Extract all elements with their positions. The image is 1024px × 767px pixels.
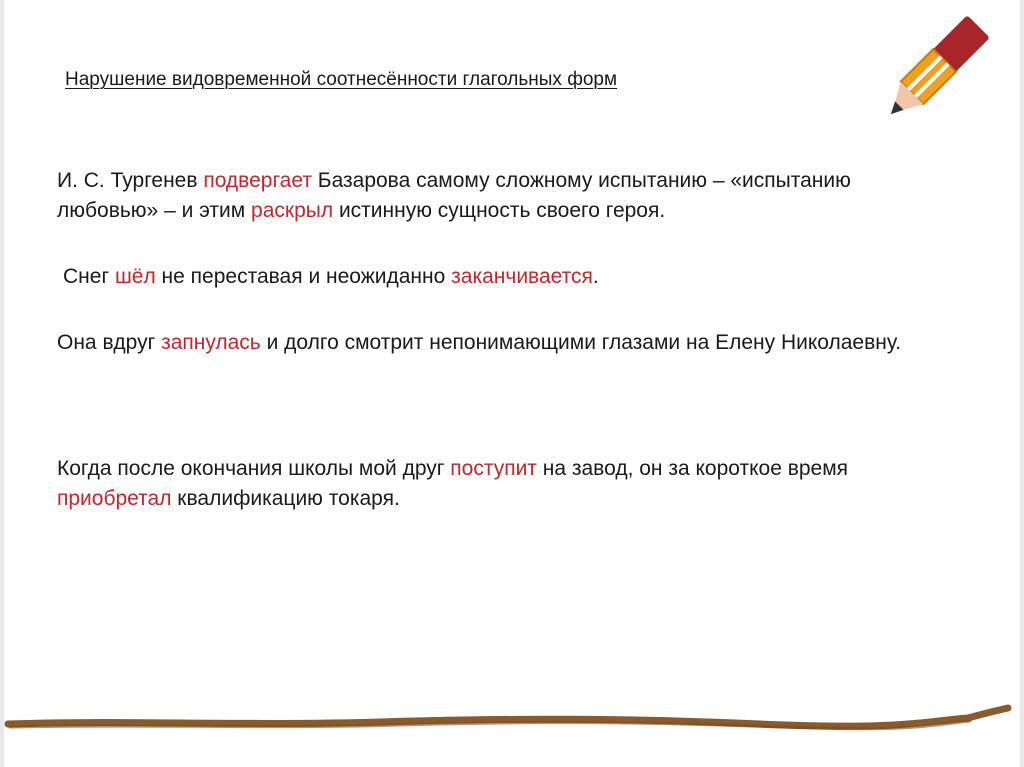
highlighted-verb: поступит <box>450 457 537 480</box>
slide <box>4 0 1020 767</box>
brown-divider-line <box>0 700 1024 740</box>
example-paragraph-3 <box>57 328 957 358</box>
highlighted-verb: заканчивается <box>451 265 593 288</box>
text-segment: Снег <box>63 265 115 288</box>
text-segment: квалификацию токаря. <box>171 487 400 510</box>
text-segment: и долго смотрит непонимающими глазами на Елену Николаевну. <box>260 331 902 354</box>
text-segment: Базарова самому сложному испытанию – «испытанию любовью» – и этим <box>57 169 851 222</box>
text-segment: . <box>592 265 599 288</box>
example-paragraph-1 <box>57 166 957 226</box>
highlighted-verb: приобретал <box>57 487 172 510</box>
example-paragraph-2 <box>63 262 963 292</box>
highlighted-verb: подвергает <box>203 169 312 192</box>
text-segment: И. С. Тургенев <box>57 169 204 192</box>
page-title: Нарушение видовременной соотнесённости глагольных форм <box>65 69 618 90</box>
highlighted-verb: запнулась <box>161 331 261 354</box>
text-segment: не переставая и неожиданно <box>155 265 452 288</box>
example-paragraph-4 <box>57 454 957 514</box>
text-segment: на завод, он за короткое время <box>536 457 849 480</box>
text-segment: Она вдруг <box>57 331 162 354</box>
highlighted-verb: раскрыл <box>251 199 334 222</box>
highlighted-verb: шёл <box>114 265 156 288</box>
text-segment: истинную сущность своего героя. <box>333 199 666 222</box>
text-segment: Когда после окончания школы мой друг <box>57 457 451 480</box>
pencil-icon <box>884 4 1004 114</box>
